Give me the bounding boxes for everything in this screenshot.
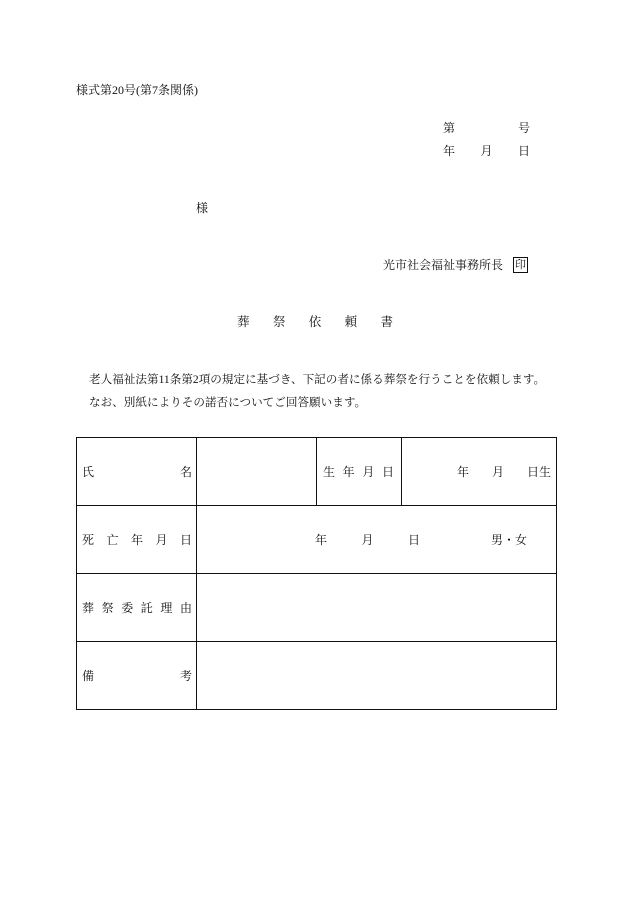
reason-label-cell [77, 574, 197, 641]
birth-date-label-cell [317, 438, 402, 505]
spread-glyph: 名 [179, 464, 192, 479]
spread-glyph: 備 [82, 668, 95, 683]
table-row-name [77, 438, 556, 506]
addressee-honorific: 様 [196, 201, 209, 215]
spread-glyph: 月 [491, 464, 504, 479]
spread-glyph: 年 [457, 464, 470, 479]
spread-glyph: 死 [82, 532, 95, 547]
document-title [237, 315, 393, 329]
remarks-label-cell [77, 642, 197, 709]
issuer-name: 光市社会福祉事務所長 [383, 258, 504, 272]
table-row-remarks [77, 642, 556, 709]
spread-glyph: 年 [315, 532, 328, 547]
spread-glyph: 葬 [237, 315, 250, 329]
seal-mark: 印 [515, 259, 526, 271]
spread-glyph: 依 [308, 315, 322, 329]
reason-value-cell [197, 574, 556, 641]
request-table [76, 437, 557, 710]
issue-date [443, 144, 530, 158]
reason-label [82, 601, 192, 615]
spread-glyph: 葬 [82, 600, 95, 615]
form-number: 様式第20号(第7条関係) [76, 83, 198, 97]
spread-glyph: 氏 [82, 464, 95, 479]
spread-glyph: 亡 [106, 532, 119, 547]
spread-glyph: 第 [443, 121, 456, 135]
spread-glyph: 月 [480, 144, 493, 158]
spread-glyph: 日 [179, 532, 192, 547]
spread-glyph: 月 [361, 532, 374, 547]
name-label-cell [77, 438, 197, 505]
death-date-label [82, 533, 192, 547]
spread-glyph: 由 [179, 600, 192, 615]
remarks-value-cell [197, 642, 556, 709]
name-value-cell [197, 438, 317, 505]
spread-glyph: 日 [407, 532, 420, 547]
spread-glyph: 年 [130, 532, 143, 547]
body-line-2: なお、別紙によりその諾否についてご回答願います。 [89, 396, 367, 409]
spread-glyph: 年 [443, 144, 456, 158]
death-date-value-cell [197, 506, 556, 573]
table-row-death-date [77, 506, 556, 574]
remarks-label [82, 669, 192, 683]
spread-glyph: 託 [140, 600, 153, 615]
birth-date-label [323, 465, 394, 479]
spread-glyph: 祭 [101, 600, 114, 615]
spread-glyph: 生 [323, 464, 336, 479]
spread-glyph: 書 [380, 315, 393, 329]
birth-date-value [457, 465, 551, 479]
spread-glyph: 月 [362, 464, 375, 479]
spread-glyph: 号 [517, 121, 530, 135]
spread-glyph: 祭 [272, 315, 286, 329]
name-label [82, 465, 192, 479]
table-row-reason [77, 574, 556, 642]
birth-date-value-cell [402, 438, 556, 505]
document-number [443, 121, 530, 135]
spread-glyph: 日 [381, 464, 394, 479]
spread-glyph: 頼 [344, 315, 358, 329]
spread-glyph: 日生 [526, 464, 551, 479]
death-date-value [315, 533, 420, 547]
spread-glyph: 年 [342, 464, 355, 479]
sex-options: 男・女 [491, 532, 528, 547]
spread-glyph: 委 [121, 600, 134, 615]
spread-glyph: 理 [160, 600, 173, 615]
death-date-label-cell [77, 506, 197, 573]
spread-glyph: 日 [517, 144, 530, 158]
spread-glyph: 月 [155, 532, 168, 547]
spread-glyph: 考 [179, 668, 192, 683]
body-line-1: 老人福祉法第11条第2項の規定に基づき、下記の者に係る葬祭を行うことを依頼します。 [89, 373, 546, 386]
